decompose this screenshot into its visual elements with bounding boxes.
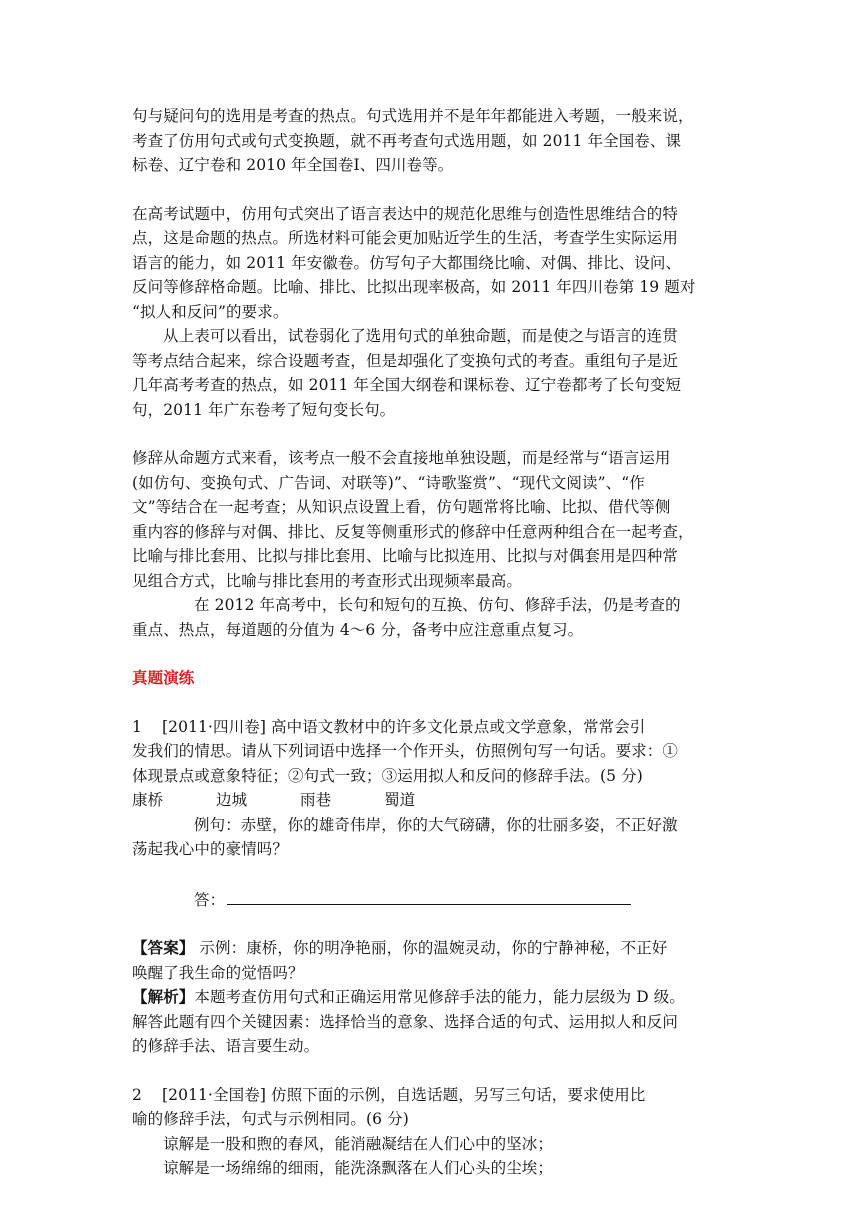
analysis-line xyxy=(132,985,732,1010)
paragraph-table-summary xyxy=(132,324,732,422)
word-choice: 边城 xyxy=(216,791,248,809)
question-2 xyxy=(132,1083,732,1181)
example-line: 例句：赤壁，你的雄奇伟岸，你的大气磅礴，你的壮丽多姿，不正好激 xyxy=(194,815,678,834)
text-line: 标卷、辽宁卷和 2010 年全国卷Ⅰ、四川卷等。 xyxy=(132,156,454,174)
text-line: 解答此题有四个关键因素：选择恰当的意象、选择合适的句式、运用拟人和反问 xyxy=(132,1012,679,1031)
paragraph-imitation xyxy=(132,202,732,325)
answer-underline xyxy=(227,886,631,905)
section-heading: 真题演练 xyxy=(132,668,195,687)
text-line: 示例：康桥，你的明净艳丽，你的温婉灵动，你的宁静神秘，不正好 xyxy=(194,939,668,957)
question-first-line xyxy=(132,1083,732,1108)
text-line: 喻的修辞手法，句式与示例相同。(6 分) xyxy=(132,1110,409,1128)
text-line: 发我们的情思。请从下列词语中选择一个作开头，仿照例句写一句话。要求：① xyxy=(132,742,679,760)
answer-tag: 【答案】 xyxy=(132,938,195,957)
text-line: [2011·全国卷] 仿照下面的示例，自选话题，另写三句话，要求使用比 xyxy=(162,1085,646,1104)
text-line: 的修辞手法、语言要生动。 xyxy=(132,1037,320,1055)
word-choice: 康桥 xyxy=(132,791,164,809)
text-line: 重点、热点，每道题的分值为 4～6 分，备考中应注意重点复习。 xyxy=(132,620,584,639)
paragraph-sentence-choice xyxy=(132,104,732,178)
paragraph-2012-forecast xyxy=(132,593,732,642)
text-line: 本题考查仿用句式和正确运用常见修辞手法的能力，能力层级为 D 级。 xyxy=(194,988,685,1006)
text-line: (如仿句、变换句式、广告词、对联等)”、“诗歌鉴赏”、“现代文阅读”、“作 xyxy=(132,473,645,492)
text-line: [2011·四川卷] 高中语文教材中的许多文化景点或文学意象，常常会引 xyxy=(162,717,646,736)
analysis-tag: 【解析】 xyxy=(132,987,195,1006)
example-line: 谅解是一股和煦的春风，能消融凝结在人们心中的坚冰； xyxy=(163,1134,554,1153)
question-first-line xyxy=(132,715,732,740)
text-line: 几年高考考查的热点，如 2011 年全国大纲卷和课标卷、辽宁卷都考了长句变短 xyxy=(132,376,682,394)
answer-prompt: 答： xyxy=(194,890,226,909)
answer-blank xyxy=(132,886,732,913)
text-line: 修辞从命题方式来看，该考点一般不会直接地单独设题，而是经常与“语言运用 xyxy=(132,449,671,467)
question-1 xyxy=(132,715,732,1059)
text-line: 点，这是命题的热点。所选材料可能会更加贴近学生的生活，考查学生实际运用 xyxy=(132,229,679,247)
text-line: 句与疑问句的选用是考查的热点。句式选用并不是年年都能进入考题，一般来说， xyxy=(132,107,694,125)
text-line: 在 2012 年高考中，长句和短句的互换、仿句、修辞手法，仍是考查的 xyxy=(194,596,681,614)
example-line: 谅解是一场绵绵的细雨，能洗涤飘落在人们心头的尘埃； xyxy=(163,1159,554,1177)
answer-line xyxy=(132,936,732,961)
example-line: 荡起我心中的豪情吗？ xyxy=(132,840,289,858)
text-line: 唤醒了我生命的觉悟吗？ xyxy=(132,963,304,982)
text-line: 句，2011 年广东卷考了短句变长句。 xyxy=(132,400,396,419)
text-line: 语言的能力，如 2011 年安徽卷。仿写句子大都围绕比喻、对偶、排比、设问、 xyxy=(132,253,682,272)
text-line: 见组合方式，比喻与排比套用的考查形式出现频率最高。 xyxy=(132,571,523,590)
text-line: 文”等结合在一起考查；从知识点设置上看，仿句题常将比喻、比拟、借代等侧 xyxy=(132,498,671,516)
text-line: 比喻与排比套用、比拟与排比套用、比喻与比拟连用、比拟与对偶套用是四种常 xyxy=(132,547,679,565)
text-line: 从上表可以看出，试卷弱化了选用句式的单独命题，而是使之与语言的连贯 xyxy=(163,327,678,345)
text-line: 重内容的修辞与对偶、排比、反复等侧重形式的修辞中任意两种组合在一起考查， xyxy=(132,522,694,541)
word-choice: 蜀道 xyxy=(384,791,416,809)
word-choices xyxy=(132,788,732,813)
text-line: 考查了仿用句式或句式变换题，就不再考查句式选用题，如 2011 年全国卷、课 xyxy=(132,131,682,150)
text-line: 反问等修辞格命题。比喻、排比、比拟出现率极高，如 2011 年四川卷第 19 题对 xyxy=(132,278,696,296)
text-line: 体现景点或意象特征；②句式一致；③运用拟人和反问的修辞手法。(5 分) xyxy=(132,766,643,785)
text-line: 等考点结合起来，综合设题考查，但是却强化了变换句式的考查。重组句子是近 xyxy=(132,351,679,370)
text-line: 在高考试题中，仿用句式突出了语言表达中的规范化思维与创造性思维结合的特 xyxy=(132,204,679,223)
question-number: 2 xyxy=(132,1085,142,1104)
question-number: 1 xyxy=(132,717,142,736)
text-line: “拟人和反问”的要求。 xyxy=(132,302,289,321)
document-body xyxy=(132,104,732,1181)
word-choice: 雨巷 xyxy=(300,791,332,809)
paragraph-rhetoric xyxy=(132,446,732,593)
